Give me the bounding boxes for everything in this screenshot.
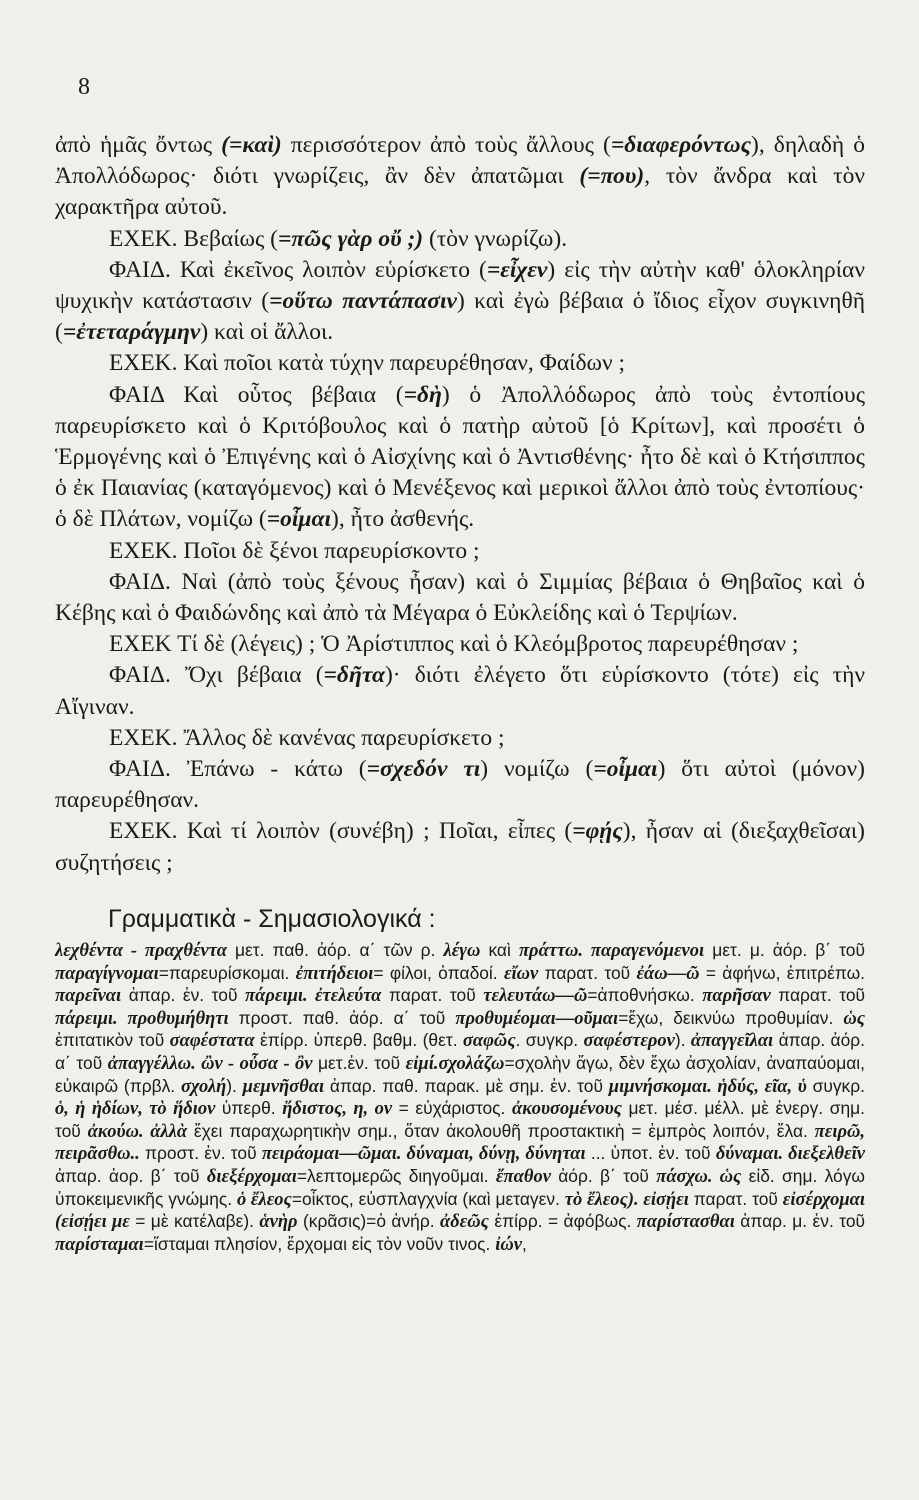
main-text [55,130,865,879]
paragraph: ΦΑΙΔ Καὶ οὗτος βέβαια (=δὴ) ὁ Ἀπολλόδωρος ἀπὸ τοὺς ἐντοπίους παρευρίσκετο καὶ ὁ Κριτόβουλος καὶ ὁ πατὴρ αὐτοῦ [ὁ Κρίτων], καὶ προσέτι ὁ Ἑρμογένης καὶ ὁ Ἐπιγένης καὶ ὁ Αἰσχίνης καὶ ὁ Ἀντισθένης· ἦτο δὲ καὶ ὁ Κτήσιππος ὁ ἐκ Παιανίας (καταγόμενος) καὶ ὁ Μενέξενος καὶ μερικοὶ ἄλλοι ἀπὸ τοὺς ἐντοπίους· ὁ δὲ Πλάτων, νομίζω (=οἶμαι), ἦτο ἀσθενής. [55,381,866,533]
paragraph: ΦΑΙΔ. Ὄχι βέβαια (=δῆτα)· διότι ἐλέγετο ὅτι εὑρίσκοντο (τότε) εἰς τὴν Αἴγιναν. [55,662,865,720]
paragraph: ΕΧΕΚ Τί δὲ (λέγεις) ; Ὁ Ἀρίστιππος καὶ ὁ Κλεόμβροτος παρευρέθησαν ; [109,631,799,658]
section-heading: Γραμματικὰ - Σημασιολογικά : [108,905,436,933]
grammar-notes: λεχθέντα - πραχθέντα μετ. παθ. ἀόρ. α΄ τῶν ρ. λέγω καὶ πράττω. παραγενόμενοι μετ. μ. ἀόρ. β΄ τοῦ παραγίγνομαι=παρευρίσκομαι. ἐπιτήδειοι= φίλοι, ὀπαδοί. εἴων παρατ. τοῦ ἐάω—ῶ = ἀφήνω, ἐπιτρέπω. παρεῖναι ἀπαρ. ἐν. τοῦ πάρειμι. ἐτελεύτα παρατ. τοῦ τελευτάω—ῶ=ἀποθνήσκω. παρῆσαν παρατ. τοῦ πάρειμι. προθυμήθητι προστ. παθ. ἀόρ. α΄ τοῦ προθυμέομαι—οῦμαι=ἔχω, δεικνύω προθυμίαν. ὡς ἐπιτατικὸν τοῦ σαφέστατα ἐπίρρ. ὑπερθ. βαθμ. (θετ. σαφῶς. συγκρ. σαφέστερον). ἀπαγγεῖλαι ἀπαρ. ἀόρ. α΄ τοῦ ἀπαγγέλλω. ὢν - οὖσα - ὂν μετ.ἐν. τοῦ εἰμί.σχολάζω=σχολὴν ἄγω, δὲν ἔχω ἀσχολίαν, ἀναπαύομαι, εὐκαιρῶ (πρβλ. σχολή). μεμνῆσθαι ἀπαρ. παθ. παρακ. μὲ σημ. ἐν. τοῦ μιμνήσκομαι. ἡδύς, εῖα, ὑ συγκρ. ὁ, ἡ ἡδίων, τὸ ἥδιον ὑπερθ. ἥδιστος, η, ον = εὐχάριστος. ἀκουσομένους μετ. μέσ. μέλλ. μὲ ἐνεργ. σημ. τοῦ ἀκούω. ἀλλὰ ἔχει παραχωρητικὴν σημ., ὅταν ἀκολουθῆ προστακτικὴ = ἐμπρὸς λοιπόν, ἔλα. πειρῶ, πειρᾶσθω.. προστ. ἐν. τοῦ πειράομαι—ῶμαι. δύναμαι, δύνῃ, δύνηται ... ὑποτ. ἐν. τοῦ δύναμαι. διεξελθεῖν ἀπαρ. ἀορ. β΄ τοῦ διεξέρχομαι=λεπτομερῶς διηγοῦμαι. ἔπαθον ἀόρ. β΄ τοῦ πάσχω. ὡς εἰδ. σημ. λόγω ὑποκειμενικῆς γνώμης. ὁ ἔλεος=οἶκτος, εὐσπλαγχνία (καὶ μεταγεν. τὸ ἔλεος). εἰσῄει παρατ. τοῦ εἰσέρχομαι (εἰσῄει με = μὲ κατέλαβε). ἁνὴρ (κρᾶσις)=ὁ ἀνήρ. ἀδεῶς ἐπίρρ. = ἀφόβως. παρίστασθαι ἀπαρ. μ. ἐν. τοῦ παρίσταμαι=ἵσταμαι πλησίον, ἔρχομαι εἰς τὸν νοῦν τινος. ἰών, [55,940,866,1255]
paragraph: ΕΧΕΚ. Ποῖοι δὲ ξένοι παρευρίσκοντο ; [109,537,480,564]
paragraph: ΦΑΙΔ. Ναὶ (ἀπὸ τοὺς ξένους ἦσαν) καὶ ὁ Σιμμίας βέβαια ὁ Θηβαῖος καὶ ὁ Κέβης καὶ ὁ Φαιδώνδης καὶ ἀπὸ τὰ Μέγαρα ὁ Εὐκλείδης καὶ ὁ Τερψίων. [55,568,865,627]
paragraph: ΦΑΙΔ. Ἐπάνω - κάτω (=σχεδόν τι) νομίζω (=οἶμαι) ὅτι αὐτοὶ (μόνον) παρευρέθησαν. [55,756,865,814]
paragraph: ΕΧΕΚ. Βεβαίως (=πῶς γὰρ οὔ ;) (τὸν γνωρίζω). [109,225,568,252]
paragraph: ἀπὸ ἡμᾶς ὄντως (=καὶ) περισσότερον ἀπὸ τοὺς ἄλλους (=διαφερόντως), δηλαδὴ ὁ Ἀπολλόδωρος· διότι γνωρίζεις, ἂν δὲν ἀπατῶμαι (=που), τὸν ἄνδρα καὶ τὸν χαρακτῆρα αὐτοῦ. [55,132,865,221]
paragraph: ΕΧΕΚ. Καὶ ποῖοι κατὰ τύχην παρευρέθησαν, Φαίδων ; [109,350,626,377]
paragraph: ΦΑΙΔ. Καὶ ἐκεῖνος λοιπὸν εὑρίσκετο (=εἶχεν) εἰς τὴν αὐτὴν καθ' ὁλοκληρίαν ψυχικὴν κατάστασιν (=οὕτω παντάπασιν) καὶ ἐγὼ βέβαια ὁ ἴδιος εἶχον συγκινηθῆ (=ἐτεταράγμην) καὶ οἱ ἄλλοι. [55,256,865,346]
paragraph: ΕΧΕΚ. Καὶ τί λοιπὸν (συνέβη) ; Ποῖαι, εἶπες (=φῄς), ἦσαν αἱ (διεξαχθεῖσαι) συζητήσεις ; [55,818,865,876]
page-number: 8 [78,74,90,100]
paragraph: ΕΧΕΚ. Ἄλλος δὲ κανένας παρευρίσκετο ; [109,724,505,751]
